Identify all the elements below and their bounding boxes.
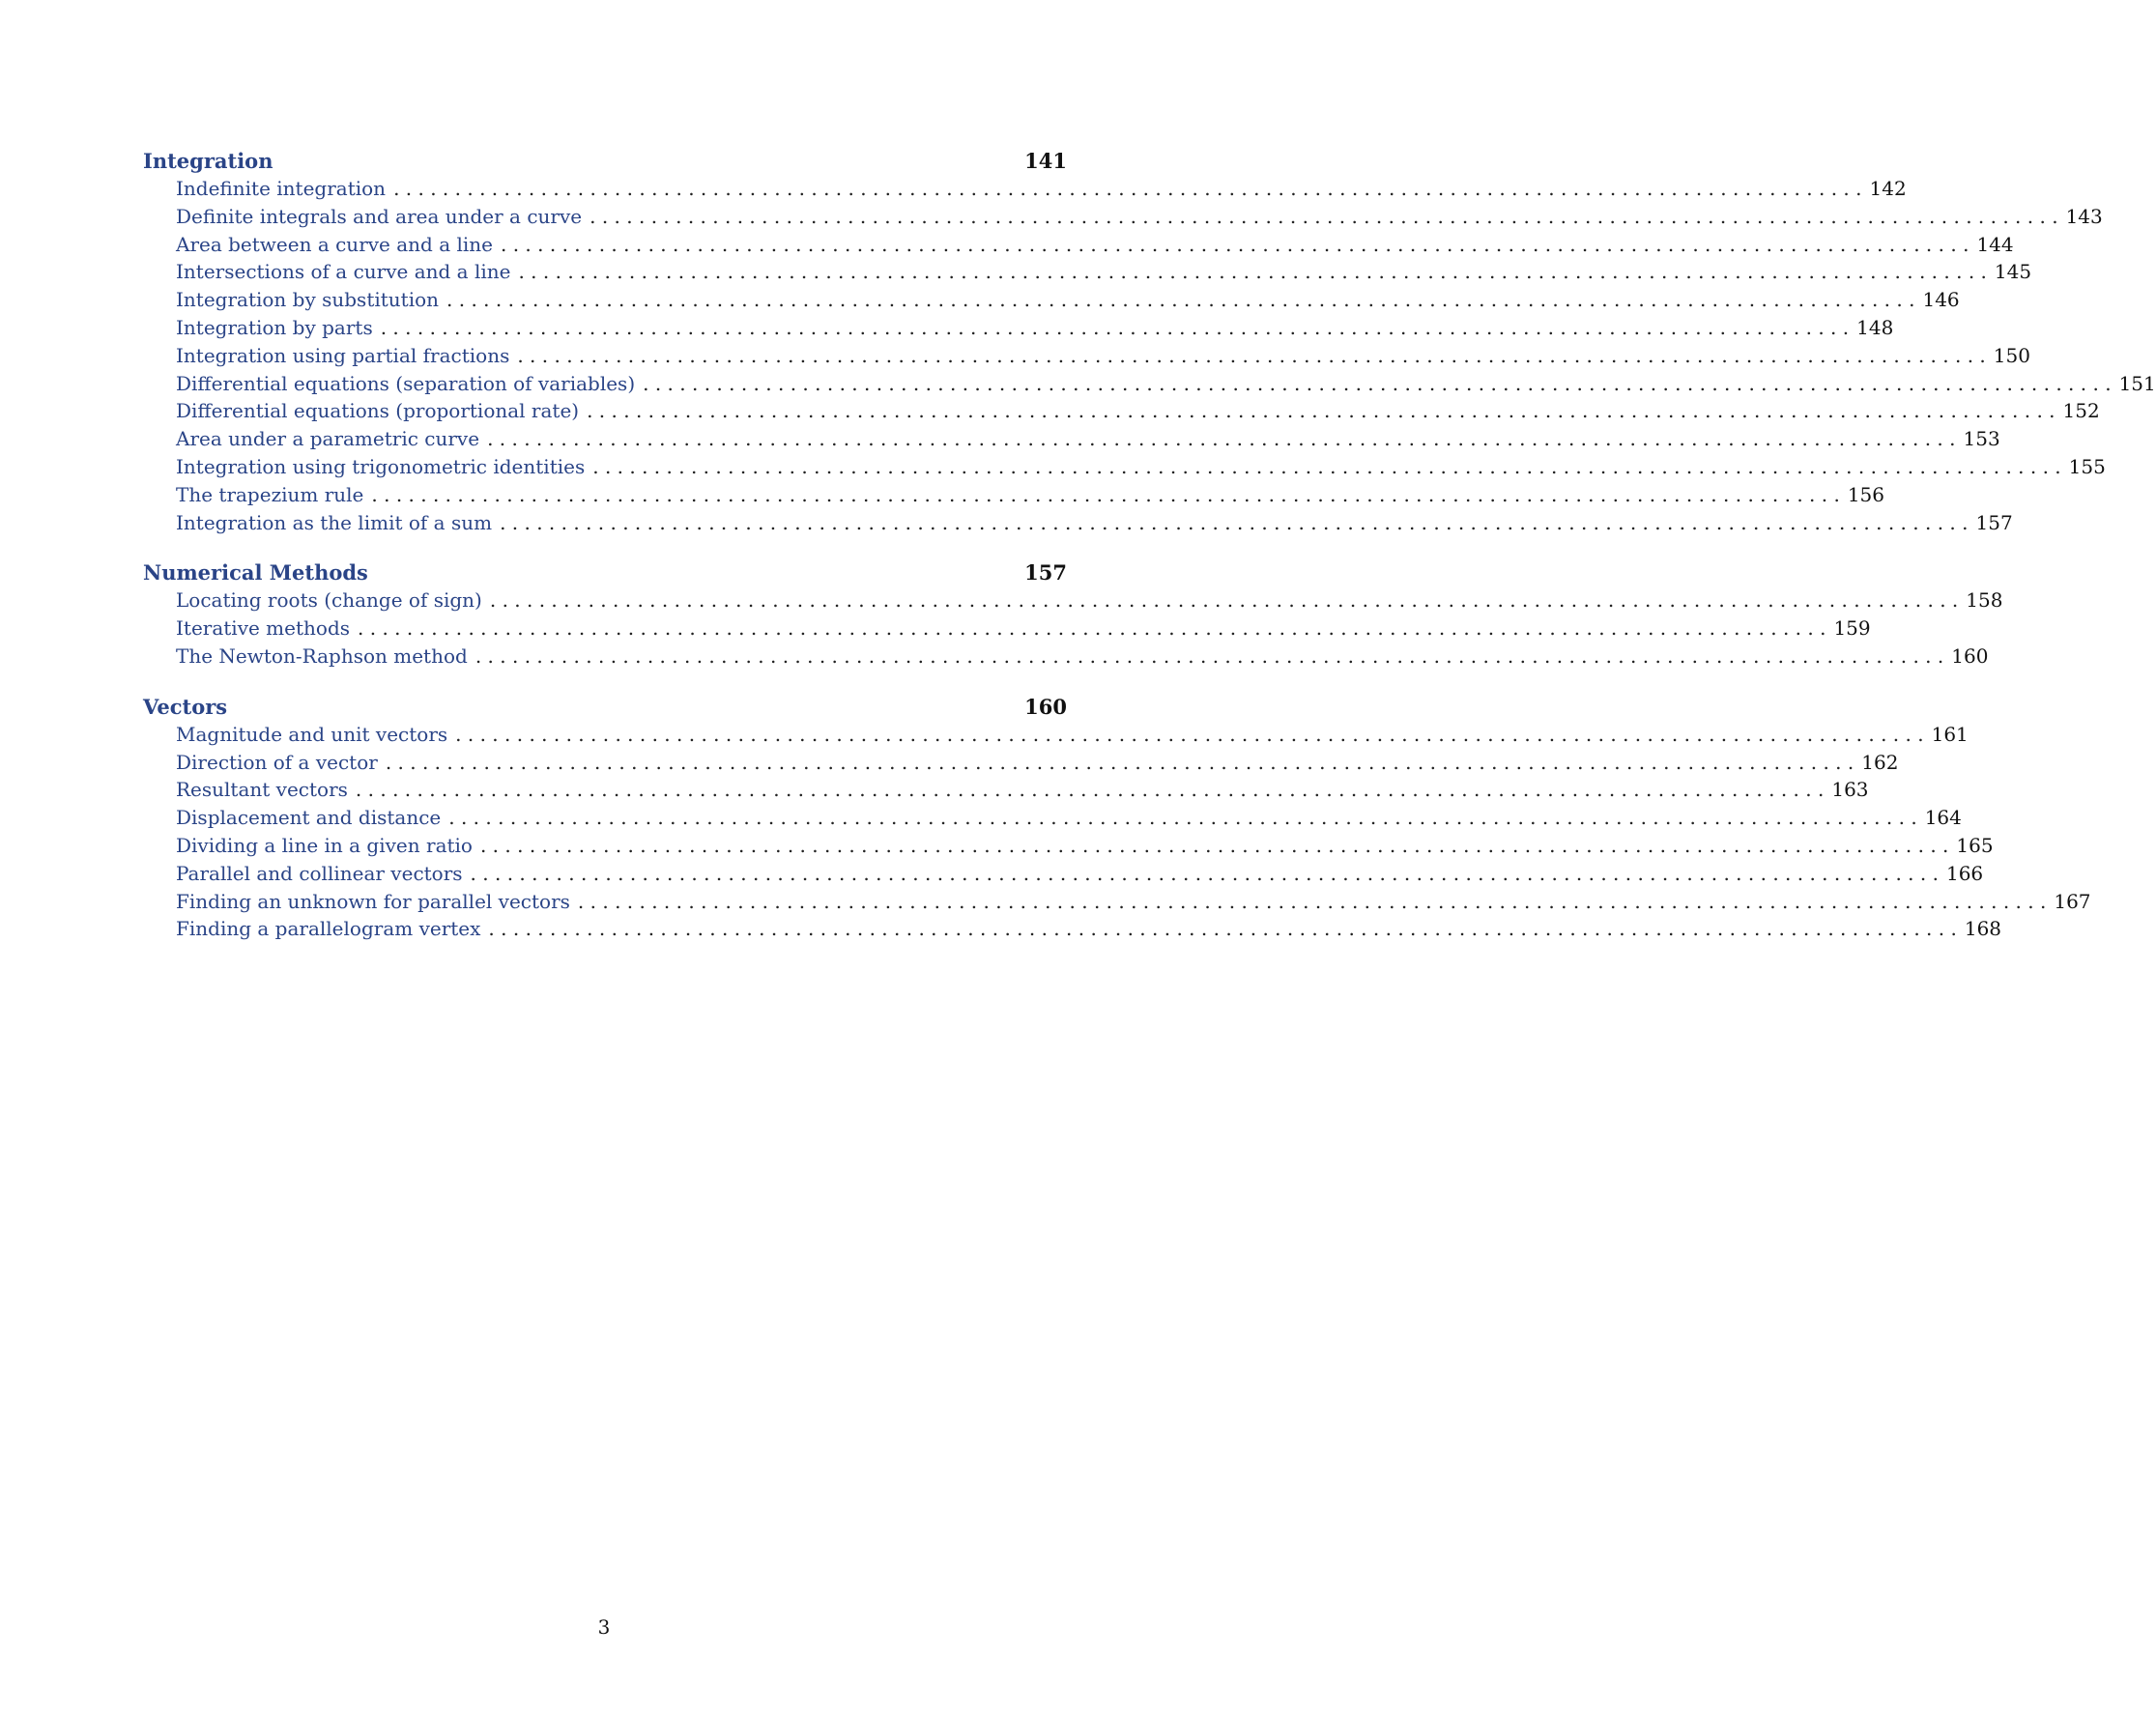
- toc-entry-page-number: 158: [1966, 588, 2003, 613]
- toc-entry[interactable]: [143, 314, 1894, 342]
- toc-entry-page-number: 144: [1976, 232, 2014, 256]
- toc-entry-title-link[interactable]: Direction of a vector: [176, 750, 378, 774]
- toc-entry-title-link[interactable]: Displacement and distance: [176, 806, 442, 830]
- toc-entry-page-number: 142: [1869, 177, 1907, 200]
- toc-entry-title-link[interactable]: Integration as the limit of a sum: [176, 510, 493, 534]
- dot-leader: . . . . . . . . . . . . . . . . . . . . . . . . . . . . . . . . . . . . . . . . . . . . . . . . . . . . . . . . . . . . . . . . . . . . . . . . . . . . . . . . . . . . . . . . . . . . . . . . . . . . . . . . . . . . . . . . . . . . . . . .: [446, 288, 1915, 312]
- toc-entry-page-number: 157: [1975, 510, 2013, 534]
- toc-entry-title-link[interactable]: Resultant vectors: [176, 778, 348, 802]
- toc-entry-page-number: 150: [1993, 343, 2030, 367]
- toc-entry-page-number: 166: [1945, 861, 1984, 885]
- toc-entry-title-link[interactable]: Definite integrals and area under a curve: [176, 204, 583, 228]
- toc-entry-title-link[interactable]: Locating roots (change of sign): [176, 588, 482, 613]
- dot-leader: . . . . . . . . . . . . . . . . . . . . . . . . . . . . . . . . . . . . . . . . . . . . . . . . . . . . . . . . . . . . . . . . . . . . . . . . . . . . . . . . . . . . . . . . . . . . . . . . . . . . . . . . . . . . . . . . . . . . . . . .: [455, 722, 1924, 746]
- toc-entry-title-link[interactable]: Finding a parallelogram vertex: [176, 917, 481, 941]
- toc-section-integration: [143, 147, 2156, 536]
- toc-entry[interactable]: [143, 915, 2002, 943]
- dot-leader: . . . . . . . . . . . . . . . . . . . . . . . . . . . . . . . . . . . . . . . . . . . . . . . . . . . . . . . . . . . . . . . . . . . . . . . . . . . . . . . . . . . . . . . . . . . . . . . . . . . . . . . . . . . . . . . . . . . . . . . .: [643, 371, 2112, 395]
- toc-entry[interactable]: [143, 749, 1899, 777]
- toc-entry-title-link[interactable]: The trapezium rule: [176, 482, 364, 506]
- toc-entry-page-number: 152: [2062, 399, 2100, 423]
- toc-entry-title-link[interactable]: Parallel and collinear vectors: [176, 861, 463, 885]
- toc-entry-page-number: 151: [2118, 371, 2156, 395]
- toc-section-numerical-methods: [143, 558, 2003, 670]
- toc-entry-title-link[interactable]: Area under a parametric curve: [176, 427, 480, 451]
- toc-section-title-link[interactable]: Numerical Methods: [143, 560, 368, 586]
- toc-entry-page-number: 146: [1922, 288, 1960, 312]
- dot-leader: . . . . . . . . . . . . . . . . . . . . . . . . . . . . . . . . . . . . . . . . . . . . . . . . . . . . . . . . . . . . . . . . . . . . . . . . . . . . . . . . . . . . . . . . . . . . . . . . . . . . . . . . . . . . . . . . . . . . . . . .: [500, 510, 1969, 534]
- dot-leader: . . . . . . . . . . . . . . . . . . . . . . . . . . . . . . . . . . . . . . . . . . . . . . . . . . . . . . . . . . . . . . . . . . . . . . . . . . . . . . . . . . . . . . . . . . . . . . . . . . . . . . . . . . . . . . . . . . . . . . . .: [518, 260, 1987, 284]
- toc-entry[interactable]: [143, 231, 2014, 259]
- toc-entry-page-number: 160: [1951, 643, 1989, 668]
- toc-entry-title-link[interactable]: Integration using trigonometric identities: [176, 454, 586, 478]
- toc-section-vectors: [143, 693, 2091, 943]
- toc-section-title-link[interactable]: Vectors: [143, 694, 228, 719]
- toc-entry-page-number: 162: [1861, 750, 1899, 774]
- toc-entry[interactable]: [143, 586, 2003, 614]
- toc-entry-page-number: 153: [1963, 427, 2000, 451]
- toc-entry[interactable]: [143, 832, 1994, 860]
- toc-entry-page-number: 159: [1833, 616, 1871, 641]
- dot-leader: . . . . . . . . . . . . . . . . . . . . . . . . . . . . . . . . . . . . . . . . . . . . . . . . . . . . . . . . . . . . . . . . . . . . . . . . . . . . . . . . . . . . . . . . . . . . . . . . . . . . . . . . . . . . . . . . . . . . . . . .: [371, 482, 1840, 506]
- toc-entry-title-link[interactable]: The Newton-Raphson method: [176, 643, 468, 668]
- toc-entry-list: [143, 175, 2156, 536]
- dot-leader: . . . . . . . . . . . . . . . . . . . . . . . . . . . . . . . . . . . . . . . . . . . . . . . . . . . . . . . . . . . . . . . . . . . . . . . . . . . . . . . . . . . . . . . . . . . . . . . . . . . . . . . . . . . . . . . . . . . . . . . .: [488, 917, 1957, 941]
- toc-entry[interactable]: [143, 286, 1960, 314]
- toc-entry-page-number: 165: [1956, 833, 1994, 857]
- toc-section-heading: [143, 147, 1067, 175]
- dot-leader: . . . . . . . . . . . . . . . . . . . . . . . . . . . . . . . . . . . . . . . . . . . . . . . . . . . . . . . . . . . . . . . . . . . . . . . . . . . . . . . . . . . . . . . . . . . . . . . . . . . . . . . . . . . . . . . . . . . . . . . .: [380, 315, 1850, 339]
- toc-entry-title-link[interactable]: Indefinite integration: [176, 177, 387, 200]
- toc-entry-page-number: 168: [1964, 917, 2002, 941]
- toc-entry[interactable]: [143, 643, 1989, 671]
- toc-entry-title-link[interactable]: Dividing a line in a given ratio: [176, 833, 473, 857]
- toc-entry[interactable]: [143, 453, 2106, 481]
- toc-entry-page-number: 143: [2065, 204, 2103, 228]
- toc-entry-title-link[interactable]: Differential equations (proportional rate): [176, 399, 580, 423]
- dot-leader: . . . . . . . . . . . . . . . . . . . . . . . . . . . . . . . . . . . . . . . . . . . . . . . . . . . . . . . . . . . . . . . . . . . . . . . . . . . . . . . . . . . . . . . . . . . . . . . . . . . . . . . . . . . . . . . . . . . . . . . .: [592, 454, 2061, 478]
- dot-leader: . . . . . . . . . . . . . . . . . . . . . . . . . . . . . . . . . . . . . . . . . . . . . . . . . . . . . . . . . . . . . . . . . . . . . . . . . . . . . . . . . . . . . . . . . . . . . . . . . . . . . . . . . . . . . . . . . . . . . . . .: [355, 778, 1825, 802]
- page-number: 3: [597, 1615, 611, 1639]
- dot-leader: . . . . . . . . . . . . . . . . . . . . . . . . . . . . . . . . . . . . . . . . . . . . . . . . . . . . . . . . . . . . . . . . . . . . . . . . . . . . . . . . . . . . . . . . . . . . . . . . . . . . . . . . . . . . . . . . . . . . . . . .: [358, 616, 1826, 641]
- toc-entry[interactable]: [143, 425, 2000, 453]
- dot-leader: . . . . . . . . . . . . . . . . . . . . . . . . . . . . . . . . . . . . . . . . . . . . . . . . . . . . . . . . . . . . . . . . . . . . . . . . . . . . . . . . . . . . . . . . . . . . . . . . . . . . . . . . . . . . . . . . . . . . . . . .: [501, 232, 1969, 256]
- toc-entry-page-number: 164: [1924, 806, 1962, 830]
- dot-leader: . . . . . . . . . . . . . . . . . . . . . . . . . . . . . . . . . . . . . . . . . . . . . . . . . . . . . . . . . . . . . . . . . . . . . . . . . . . . . . . . . . . . . . . . . . . . . . . . . . . . . . . . . . . . . . . . . . . . . . . .: [577, 889, 2047, 913]
- dot-leader: . . . . . . . . . . . . . . . . . . . . . . . . . . . . . . . . . . . . . . . . . . . . . . . . . . . . . . . . . . . . . . . . . . . . . . . . . . . . . . . . . . . . . . . . . . . . . . . . . . . . . . . . . . . . . . . . . . . . . . . .: [393, 177, 1862, 200]
- toc-entry-page-number: 155: [2068, 454, 2106, 478]
- toc-entry[interactable]: [143, 888, 2091, 916]
- toc-entry-title-link[interactable]: Intersections of a curve and a line: [176, 260, 511, 284]
- toc-entry-page-number: 148: [1856, 315, 1894, 339]
- toc-entry[interactable]: [143, 258, 2032, 286]
- toc-entry[interactable]: [143, 776, 1869, 804]
- toc-entry[interactable]: [143, 509, 2013, 537]
- table-of-contents: [143, 147, 2156, 965]
- toc-section-title-link[interactable]: Integration: [143, 149, 273, 173]
- toc-entry-page-number: 167: [2054, 889, 2091, 913]
- dot-leader: . . . . . . . . . . . . . . . . . . . . . . . . . . . . . . . . . . . . . . . . . . . . . . . . . . . . . . . . . . . . . . . . . . . . . . . . . . . . . . . . . . . . . . . . . . . . . . . . . . . . . . . . . . . . . . . . . . . . . . . .: [487, 427, 1956, 451]
- toc-entry-page-number: 156: [1847, 482, 1885, 506]
- toc-entry-title-link[interactable]: Area between a curve and a line: [176, 232, 493, 256]
- dot-leader: . . . . . . . . . . . . . . . . . . . . . . . . . . . . . . . . . . . . . . . . . . . . . . . . . . . . . . . . . . . . . . . . . . . . . . . . . . . . . . . . . . . . . . . . . . . . . . . . . . . . . . . . . . . . . . . . . . . . . . . .: [470, 861, 1939, 885]
- toc-entry-page-number: 145: [1994, 260, 2032, 284]
- dot-leader: . . . . . . . . . . . . . . . . . . . . . . . . . . . . . . . . . . . . . . . . . . . . . . . . . . . . . . . . . . . . . . . . . . . . . . . . . . . . . . . . . . . . . . . . . . . . . . . . . . . . . . . . . . . . . . . . . . . . . . . .: [587, 399, 2055, 423]
- toc-entry-page-number: 161: [1931, 722, 1969, 746]
- toc-entry-page-number: 163: [1831, 778, 1869, 802]
- toc-entry[interactable]: [143, 721, 1969, 749]
- toc-entry[interactable]: [143, 804, 1962, 832]
- toc-entry-list: [143, 586, 2003, 670]
- toc-entry-list: [143, 721, 2091, 943]
- toc-section-page-number: 157: [1024, 560, 1067, 586]
- toc-section-page-number: 141: [1024, 149, 1067, 173]
- toc-entry-title-link[interactable]: Magnitude and unit vectors: [176, 722, 448, 746]
- toc-section-heading: [143, 693, 1067, 721]
- dot-leader: . . . . . . . . . . . . . . . . . . . . . . . . . . . . . . . . . . . . . . . . . . . . . . . . . . . . . . . . . . . . . . . . . . . . . . . . . . . . . . . . . . . . . . . . . . . . . . . . . . . . . . . . . . . . . . . . . . . . . . . .: [448, 806, 1917, 830]
- toc-entry[interactable]: [143, 175, 1907, 203]
- toc-entry-title-link[interactable]: Iterative methods: [176, 616, 351, 641]
- toc-entry-title-link[interactable]: Integration by parts: [176, 315, 373, 339]
- dot-leader: . . . . . . . . . . . . . . . . . . . . . . . . . . . . . . . . . . . . . . . . . . . . . . . . . . . . . . . . . . . . . . . . . . . . . . . . . . . . . . . . . . . . . . . . . . . . . . . . . . . . . . . . . . . . . . . . . . . . . . . .: [517, 343, 1986, 367]
- toc-entry[interactable]: [143, 370, 2156, 398]
- toc-entry[interactable]: [143, 860, 1984, 888]
- toc-entry-title-link[interactable]: Differential equations (separation of variables): [176, 371, 636, 395]
- dot-leader: . . . . . . . . . . . . . . . . . . . . . . . . . . . . . . . . . . . . . . . . . . . . . . . . . . . . . . . . . . . . . . . . . . . . . . . . . . . . . . . . . . . . . . . . . . . . . . . . . . . . . . . . . . . . . . . . . . . . . . . .: [479, 833, 1949, 857]
- toc-entry[interactable]: [143, 614, 1871, 643]
- dot-leader: . . . . . . . . . . . . . . . . . . . . . . . . . . . . . . . . . . . . . . . . . . . . . . . . . . . . . . . . . . . . . . . . . . . . . . . . . . . . . . . . . . . . . . . . . . . . . . . . . . . . . . . . . . . . . . . . . . . . . . . .: [489, 588, 1959, 613]
- dot-leader: . . . . . . . . . . . . . . . . . . . . . . . . . . . . . . . . . . . . . . . . . . . . . . . . . . . . . . . . . . . . . . . . . . . . . . . . . . . . . . . . . . . . . . . . . . . . . . . . . . . . . . . . . . . . . . . . . . . . . . . .: [385, 750, 1854, 774]
- toc-entry[interactable]: [143, 342, 2030, 370]
- toc-entry[interactable]: [143, 397, 2100, 425]
- dot-leader: . . . . . . . . . . . . . . . . . . . . . . . . . . . . . . . . . . . . . . . . . . . . . . . . . . . . . . . . . . . . . . . . . . . . . . . . . . . . . . . . . . . . . . . . . . . . . . . . . . . . . . . . . . . . . . . . . . . . . . . .: [474, 643, 1944, 668]
- toc-entry-title-link[interactable]: Integration by substitution: [176, 288, 440, 312]
- toc-entry[interactable]: [143, 203, 2103, 231]
- toc-entry-title-link[interactable]: Integration using partial fractions: [176, 343, 510, 367]
- toc-entry-title-link[interactable]: Finding an unknown for parallel vectors: [176, 889, 570, 913]
- toc-section-heading: [143, 558, 1067, 586]
- toc-entry[interactable]: [143, 481, 1885, 509]
- toc-section-page-number: 160: [1024, 694, 1067, 719]
- dot-leader: . . . . . . . . . . . . . . . . . . . . . . . . . . . . . . . . . . . . . . . . . . . . . . . . . . . . . . . . . . . . . . . . . . . . . . . . . . . . . . . . . . . . . . . . . . . . . . . . . . . . . . . . . . . . . . . . . . . . . . . .: [589, 204, 2058, 228]
